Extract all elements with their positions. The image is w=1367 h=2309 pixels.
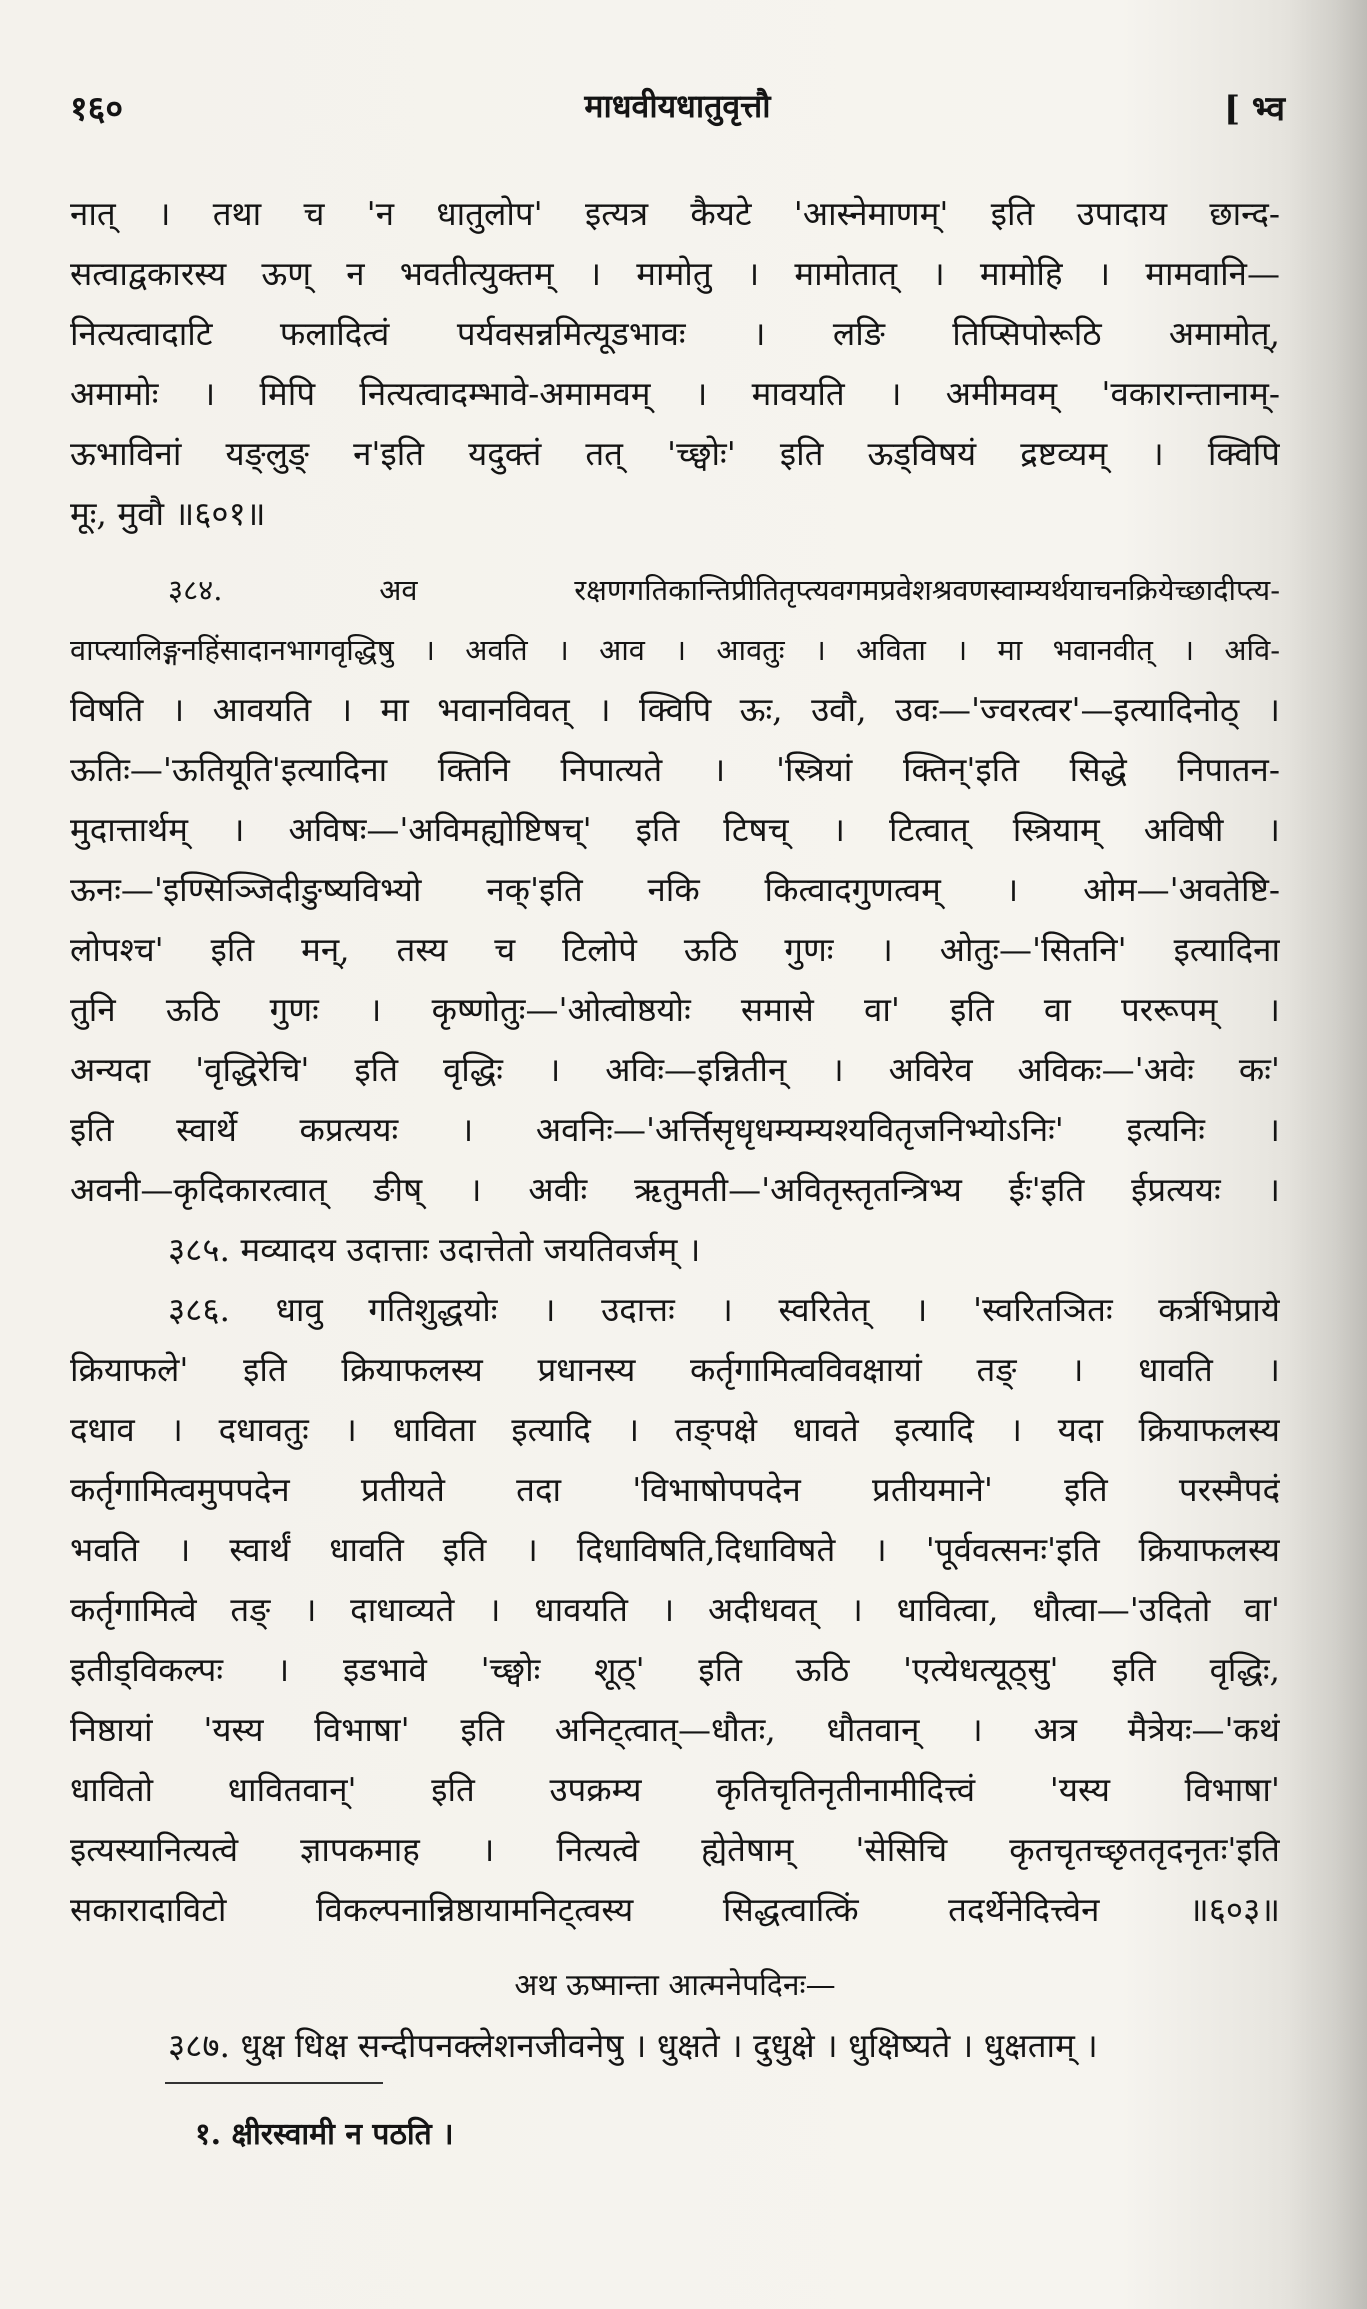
text-line: ऊभाविनां यङ्लुङ् न'इति यदुक्तं तत् 'च्छ्वोः' इति ऊड्विषयं द्रष्टव्यम् । क्विपि (70, 434, 1280, 473)
text-line: धावितो धावितवान्' इति उपक्रम्य कृतिचृतिनृतीनामीदित्त्वं 'यस्य विभाषा' (70, 1770, 1280, 1809)
text-line: वाप्त्यालिङ्गनहिंसादानभागवृद्धिषु । अवति । आव । आवतुः । अविता । मा भवानवीत् । अवि- (70, 633, 1280, 667)
text-line: कर्तृगामित्वमुपपदेन प्रतीयते तदा 'विभाषोपपदेन प्रतीयमाने' इति परस्मैपदं (70, 1470, 1280, 1509)
text-line: नात् । तथा च 'न धातुलोप' इत्यत्र कैयटे 'आस्नेमाणम्' इति उपादाय छान्द- (70, 194, 1280, 233)
text-line: अन्यदा 'वृद्धिरेचि' इति वृद्धिः । अविः—इन्नितीन् । अविरेव अविकः—'अवेः कः' (70, 1050, 1280, 1089)
text-line: कर्तृगामित्वे तङ् । दाधाव्यते । धावयति । अदीधवत् । धावित्वा, धौत्वा—'उदितो वा' (70, 1590, 1280, 1629)
footnote-divider (165, 2082, 383, 2084)
page-number: १६० (70, 89, 124, 129)
section-heading: अथ ऊष्मान्ता आत्मनेपदिनः— (514, 1968, 836, 2003)
text-line: तुनि ऊठि गुणः । कृष्णोतुः—'ओत्वोष्ठयोः समासे वा' इति वा पररूपम् । (70, 990, 1280, 1029)
text-line: सत्वाद्वकारस्य ऊण् न भवतीत्युक्तम् । मामोतु । मामोतात् । मामोहि । मामवानि— (70, 254, 1280, 293)
text-line: ऊतिः—'ऊतियूति'इत्यादिना क्तिनि निपात्यते । 'स्त्रियां क्तिन्'इति सिद्धे निपातन- (70, 750, 1280, 789)
text-line: मूः, मुवौ ॥६०१॥ (70, 494, 266, 533)
section-mark: [ भ्व (1223, 89, 1285, 129)
text-line: इतीड्विकल्पः । इडभावे 'च्छ्वोः शूठ्' इति ऊठि 'एत्येधत्यूठ्सु' इति वृद्धिः, (70, 1650, 1280, 1689)
text-line: अमामोः । मिपि नित्यत्वादम्भावे-अमामवम् । मावयति । अमीमवम् 'वकारान्तानाम्- (70, 374, 1280, 413)
text-line: भवति । स्वार्थं धावति इति । दिधाविषति,दिधाविषते । 'पूर्ववत्सनः'इति क्रियाफलस्य (70, 1530, 1280, 1569)
text-line: क्रियाफले' इति क्रियाफलस्य प्रधानस्य कर्तृगामित्वविवक्षायां तङ् । धावति । (70, 1350, 1280, 1389)
text-line: नित्यत्वादाटि फलादित्वं पर्यवसन्नमित्यूडभावः । लङि तिप्सिपोरूठि अमामोत्, (70, 314, 1280, 353)
text-line: विषति । आवयति । मा भवानविवत् । क्विपि ऊः, उवौ, उवः—'ज्वरत्वर'—इत्यादिनोठ् । (70, 690, 1280, 729)
page-fold-shadow (1287, 0, 1367, 2309)
text-line: ३८६. धावु गतिशुद्धयोः । उदात्तः । स्वरितेत् । 'स्वरितञितः कर्त्रभिप्राये (168, 1290, 1280, 1329)
text-line: अवनी—कृदिकारत्वात् ङीष् । अवीः ऋतुमती—'अवितृस्तृतन्त्रिभ्य ईः'इति ईप्रत्ययः । (70, 1170, 1280, 1209)
running-title: माधवीयधातुवृत्तौ (584, 87, 771, 125)
text-line: ऊनः—'इण्सिञ्जिदीङुष्यविभ्यो नक्'इति नकि कित्वादगुणत्वम् । ओम—'अवतेष्टि- (70, 870, 1280, 909)
text-line: ३८५. मव्यादय उदात्ताः उदात्तेतो जयतिवर्जम् । (168, 1230, 701, 1269)
text-line: लोपश्च' इति मन्, तस्य च टिलोपे ऊठि गुणः । ओतुः—'सितनि' इत्यादिना (70, 930, 1280, 969)
text-line: इति स्वार्थे कप्रत्ययः । अवनिः—'अर्त्तिसृधृधम्यम्यश्यवितृजनिभ्योऽनिः' इत्यनिः । (70, 1110, 1280, 1149)
page-header (70, 84, 1285, 140)
main-text (70, 184, 1280, 2076)
footnote: १. क्षीरस्वामी न पठति । (195, 2117, 454, 2152)
text-line: निष्ठायां 'यस्य विभाषा' इति अनिट्त्वात्—धौतः, धौतवान् । अत्र मैत्रेयः—'कथं (70, 1710, 1280, 1749)
text-line: ३८७. धुक्ष धिक्ष सन्दीपनक्लेशनजीवनेषु । धुक्षते । दुधुक्षे । धुक्षिष्यते । धुक्षताम् । (168, 2026, 1098, 2065)
text-line: इत्यस्यानित्यत्वे ज्ञापकमाह । नित्यत्वे ह्येतेषाम् 'सेसिचि कृतचृतच्छृततृदनृतः'इति (70, 1830, 1280, 1869)
text-line: दधाव । दधावतुः । धाविता इत्यादि । तङ्पक्षे धावते इत्यादि । यदा क्रियाफलस्य (70, 1410, 1280, 1449)
text-line: मुदात्तार्थम् । अविषः—'अविमह्योष्टिषच्' इति टिषच् । टित्वात् स्त्रियाम् अविषी । (70, 810, 1280, 849)
text-line: सकारादाविटो विकल्पनान्निष्ठायामनिट्त्वस्य सिद्धत्वात्किं तदर्थेनेदित्त्वेन ॥६०३॥ (70, 1890, 1280, 1929)
text-line: ३८४. अव रक्षणगतिकान्तिप्रीतितृप्त्यवगमप्रवेशश्रवणस्वाम्यर्थयाचनक्रियेच्छादीप्त्य- (168, 573, 1280, 607)
